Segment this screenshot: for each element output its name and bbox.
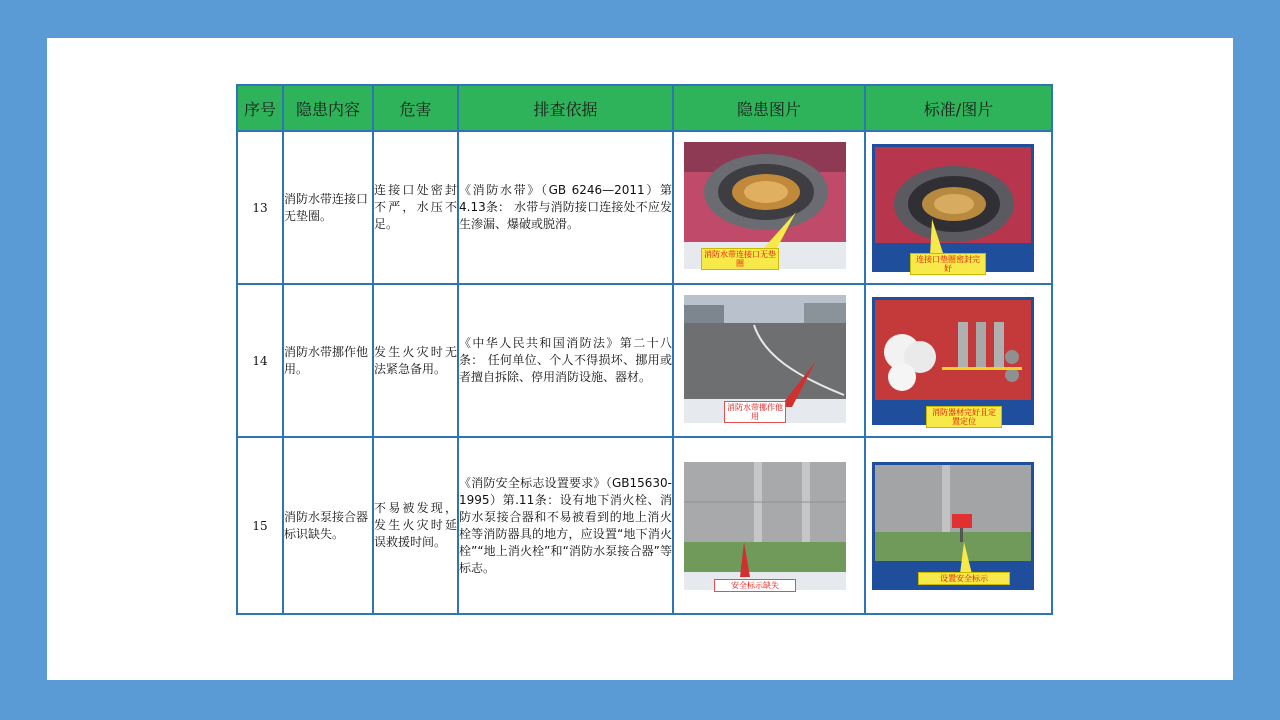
hazard-image-cell xyxy=(673,284,865,437)
standard-image-cell xyxy=(865,437,1052,614)
basis-text: 《中华人民共和国消防法》第二十八条： 任何单位、个人不得损坏、挪用或者擅自拆除、停用消防设施、器材。 xyxy=(458,284,673,437)
table-row xyxy=(237,437,1052,614)
hazard-caption: 消防水带挪作他用 xyxy=(724,401,786,423)
standard-image-cell xyxy=(865,284,1052,437)
header-hazard-content: 隐患内容 xyxy=(283,85,373,131)
standard-caption: 连接口垫圈密封完好 xyxy=(910,253,986,275)
standard-photo xyxy=(872,462,1034,590)
standard-image-cell xyxy=(865,131,1052,284)
hazard-image-cell xyxy=(673,131,865,284)
hazard-content: 消防水带连接口无垫圈。 xyxy=(283,131,373,284)
row-number: 13 xyxy=(237,131,283,284)
hazard-content: 消防水带挪作他用。 xyxy=(283,284,373,437)
harm-text: 发生火灾时无法紧急备用。 xyxy=(373,284,458,437)
standard-caption: 设置安全标示 xyxy=(918,572,1010,585)
header-harm: 危害 xyxy=(373,85,458,131)
hazard-photo xyxy=(684,462,846,590)
hazard-image-cell xyxy=(673,437,865,614)
header-hazard-image: 隐患图片 xyxy=(673,85,865,131)
slide xyxy=(47,38,1233,680)
standard-caption: 消防器材完好且定置定位 xyxy=(926,406,1002,428)
header-number: 序号 xyxy=(237,85,283,131)
table-row xyxy=(237,131,1052,284)
header-basis: 排查依据 xyxy=(458,85,673,131)
table-header-row xyxy=(237,85,1052,131)
hazard-caption: 消防水带连接口无垫圈 xyxy=(701,248,779,270)
hazard-content: 消防水泵接合器标识缺失。 xyxy=(283,437,373,614)
table-row xyxy=(237,284,1052,437)
harm-text: 连接口处密封不严，水压不足。 xyxy=(373,131,458,284)
hazard-table xyxy=(236,84,1053,615)
header-standard-image: 标准/图片 xyxy=(865,85,1052,131)
basis-text: 《消防水带》（GB 6246—2011）第4.13条： 水带与消防接口连接处不应发生渗漏、爆破或脱滑。 xyxy=(458,131,673,284)
row-number: 15 xyxy=(237,437,283,614)
hazard-caption: 安全标示缺失 xyxy=(714,579,796,592)
harm-text: 不易被发现，发生火灾时延误救援时间。 xyxy=(373,437,458,614)
basis-text: 《消防安全标志设置要求》（GB15630-1995）第.11条：设有地下消火栓、消防水泵接合器和不易被看到的地上消火栓等消防器具的地方，应设置“地下消火栓”“地上消火栓”和“消防水泵接合器”等标志。 xyxy=(458,437,673,614)
row-number: 14 xyxy=(237,284,283,437)
